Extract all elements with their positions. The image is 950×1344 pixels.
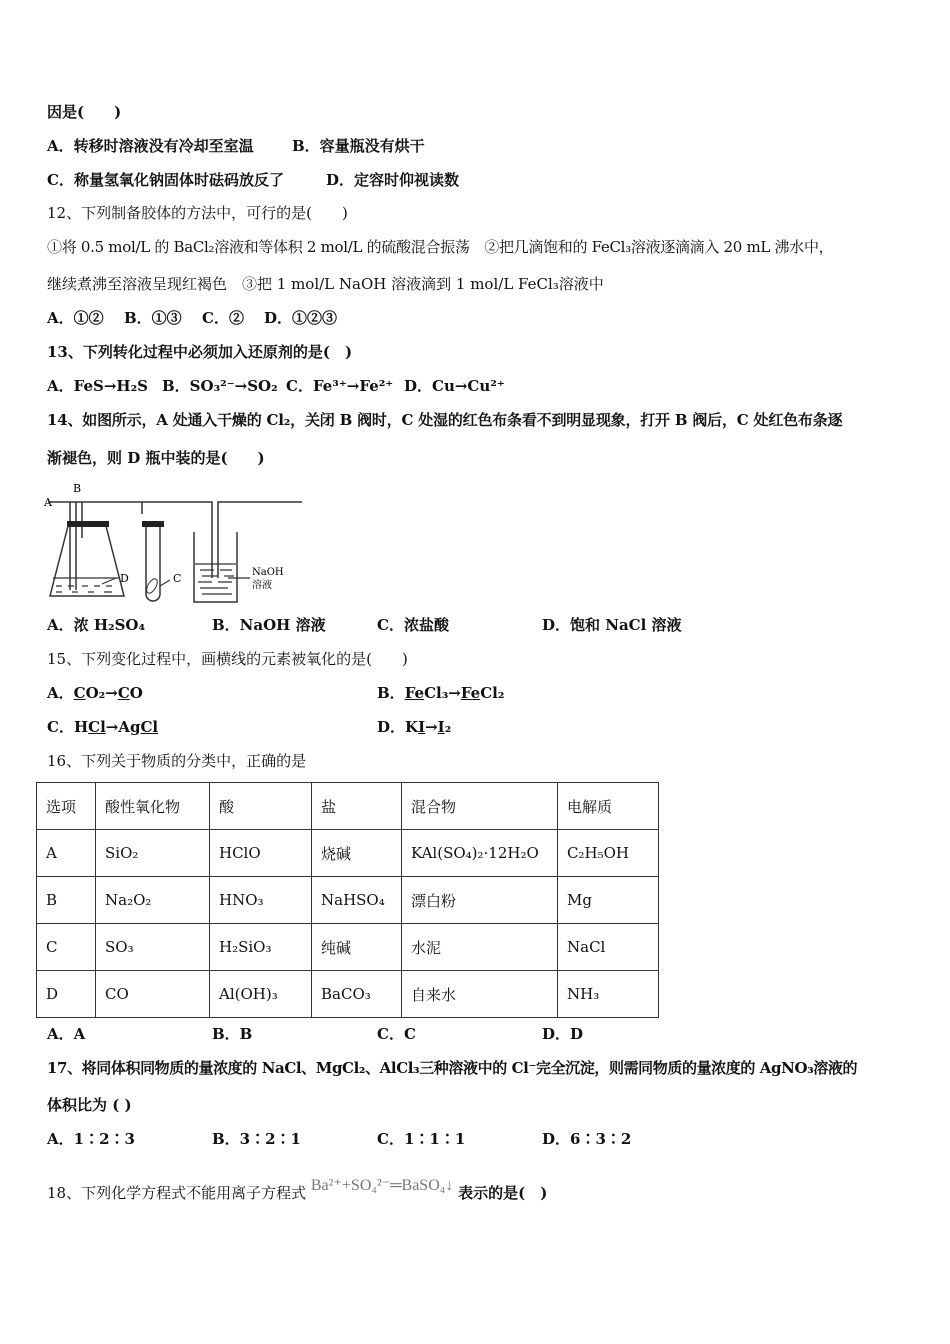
table-row bbox=[37, 877, 659, 924]
q12-line1: ①将 0.5 mol/L 的 BaCl₂溶液和等体积 2 mol/L 的硫酸混合振荡 ②把几滴饱和的 FeCl₃溶液逐滴滴入 20 mL 沸水中， bbox=[47, 238, 834, 256]
label-d: D bbox=[120, 572, 129, 585]
q15-option-d bbox=[377, 717, 451, 737]
table-header-cell: 酸 bbox=[210, 783, 312, 830]
q15-stem: 15、下列变化过程中，画横线的元素被氧化的是( ) bbox=[47, 650, 408, 668]
q17-line2: 体积比为 ( ) bbox=[47, 1096, 132, 1114]
q12-option-d: D．①②③ bbox=[264, 309, 338, 327]
q11-option-a: A．转移时溶液没有冷却至室温 bbox=[47, 137, 254, 155]
q14-option-a: A．浓 H₂SO₄ bbox=[47, 616, 146, 634]
table-header-row bbox=[37, 783, 659, 830]
table-header-cell: 盐 bbox=[312, 783, 402, 830]
label-b: B bbox=[73, 482, 82, 495]
stopper-tube bbox=[142, 521, 164, 527]
q18-ionic-equation: Ba²⁺+SO₄²⁻═BaSO₄↓ bbox=[310, 1177, 454, 1194]
table-cell: Na₂O₂ bbox=[96, 877, 210, 924]
q12-option-c: C．② bbox=[202, 309, 244, 327]
option-label: B． bbox=[377, 684, 405, 702]
underlined-element: Fe bbox=[460, 684, 481, 702]
formula-text: ₂ bbox=[444, 718, 452, 736]
formula-text: O₂→ bbox=[85, 684, 118, 702]
q13-option-b: B．SO₃²⁻→SO₂ bbox=[162, 377, 278, 395]
q17-option-b: B．3∶2∶1 bbox=[212, 1130, 301, 1148]
table-cell: BaCO₃ bbox=[312, 971, 402, 1018]
label-c: C bbox=[173, 572, 182, 585]
formula-text: → bbox=[425, 718, 438, 736]
q13-option-c: C．Fe³⁺→Fe²⁺ bbox=[286, 377, 394, 395]
q11-option-c: C．称量氢氧化钠固体时砝码放反了 bbox=[47, 171, 284, 189]
q18-stem-before: 18、下列化学方程式不能用离子方程式 bbox=[47, 1184, 307, 1202]
q14-option-d: D．饱和 NaCl 溶液 bbox=[542, 616, 682, 634]
formula-text: Cl₂ bbox=[480, 684, 505, 702]
underlined-element: Cl bbox=[88, 718, 106, 736]
q16-option-a: A．A bbox=[47, 1025, 86, 1043]
table-cell: CO bbox=[96, 971, 210, 1018]
formula-text: O bbox=[129, 684, 143, 702]
table-cell: A bbox=[37, 830, 96, 877]
underlined-element: I bbox=[418, 718, 426, 736]
q13-stem: 13、下列转化过程中必须加入还原剂的是( ) bbox=[47, 343, 353, 361]
table-row bbox=[37, 924, 659, 971]
option-label: A． bbox=[47, 684, 74, 702]
table-cell: NaHSO₄ bbox=[312, 877, 402, 924]
formula-text: →Ag bbox=[105, 718, 141, 736]
q17-option-c: C．1∶1∶1 bbox=[377, 1130, 466, 1148]
table-cell: B bbox=[37, 877, 96, 924]
underlined-element: I bbox=[437, 718, 445, 736]
q11-stem-tail: 因是( ) bbox=[47, 103, 122, 121]
table-header-cell: 选项 bbox=[37, 783, 96, 830]
table-header-cell: 电解质 bbox=[558, 783, 659, 830]
q17-option-d: D．6∶3∶2 bbox=[542, 1130, 632, 1148]
table-cell: H₂SiO₃ bbox=[210, 924, 312, 971]
table-cell: 纯碱 bbox=[312, 924, 402, 971]
q15-option-b bbox=[377, 683, 504, 703]
label-solution: 溶液 bbox=[252, 580, 272, 591]
table-cell: 水泥 bbox=[402, 924, 558, 971]
q16-stem: 16、下列关于物质的分类中，正确的是 bbox=[47, 752, 307, 770]
table-cell: NaCl bbox=[558, 924, 659, 971]
q16-option-c: C．C bbox=[377, 1025, 416, 1043]
q12-option-a: A．①② bbox=[47, 309, 104, 327]
underlined-element: C bbox=[117, 684, 130, 702]
table-cell: Al(OH)₃ bbox=[210, 971, 312, 1018]
table-cell: 漂白粉 bbox=[402, 877, 558, 924]
stopper-flask bbox=[67, 521, 109, 527]
q14-line2: 渐褪色，则 D 瓶中装的是( ) bbox=[47, 449, 265, 467]
q16-option-d: D．D bbox=[542, 1025, 584, 1043]
q11-option-b: B．容量瓶没有烘干 bbox=[292, 137, 425, 155]
q14-option-b: B．NaOH 溶液 bbox=[212, 616, 326, 634]
q16-option-b: B．B bbox=[212, 1025, 253, 1043]
q12-line2: 继续煮沸至溶液呈现红褐色 ③把 1 mol/L NaOH 溶液滴到 1 mol/L FeCl₃溶液中 bbox=[47, 275, 604, 293]
table-cell: HNO₃ bbox=[210, 877, 312, 924]
table-cell: Mg bbox=[558, 877, 659, 924]
formula-text: H bbox=[73, 718, 89, 736]
table-row bbox=[37, 830, 659, 877]
table-cell: NH₃ bbox=[558, 971, 659, 1018]
table-header-cell: 混合物 bbox=[402, 783, 558, 830]
q15-option-a bbox=[47, 683, 143, 703]
table-header-cell: 酸性氧化物 bbox=[96, 783, 210, 830]
table-cell: KAl(SO₄)₂·12H₂O bbox=[402, 830, 558, 877]
option-label: D． bbox=[377, 718, 406, 736]
q17-option-a: A．1∶2∶3 bbox=[47, 1130, 135, 1148]
table-row bbox=[37, 971, 659, 1018]
underlined-element: Cl bbox=[140, 718, 159, 736]
table-cell: D bbox=[37, 971, 96, 1018]
red-cloth-strip bbox=[145, 577, 160, 595]
q12-stem: 12、下列制备胶体的方法中，可行的是( ) bbox=[47, 204, 348, 222]
formula-text: Cl₃→ bbox=[424, 684, 461, 702]
q15-option-c bbox=[47, 717, 158, 737]
underlined-element: Fe bbox=[404, 684, 425, 702]
label-naoh: NaOH bbox=[252, 567, 284, 578]
classification-table bbox=[36, 782, 659, 1018]
question-18 bbox=[47, 1168, 547, 1211]
q13-option-d: D．Cu→Cu²⁺ bbox=[404, 377, 505, 395]
q14-line1: 14、如图所示，A 处通入干燥的 Cl₂，关闭 B 阀时，C 处湿的红色布条看不到明显现象，打开 B 阀后，C 处红色布条逐 bbox=[47, 411, 843, 429]
formula-text: K bbox=[405, 718, 419, 736]
label-a: A bbox=[44, 496, 52, 509]
q14-option-c: C．浓盐酸 bbox=[377, 616, 449, 634]
table-cell: HClO bbox=[210, 830, 312, 877]
table-cell: SiO₂ bbox=[96, 830, 210, 877]
q11-option-d: D．定容时仰视读数 bbox=[326, 171, 460, 189]
q13-option-a: A．FeS→H₂S bbox=[47, 377, 148, 395]
table-cell: 烧碱 bbox=[312, 830, 402, 877]
table-cell: SO₃ bbox=[96, 924, 210, 971]
q17-line1: 17、将同体积同物质的量浓度的 NaCl、MgCl₂、AlCl₃三种溶液中的 Cl⁻完全沉淀，则需同物质的量浓度的 AgNO₃溶液的 bbox=[47, 1059, 858, 1077]
table-cell: C₂H₅OH bbox=[558, 830, 659, 877]
q12-option-b: B．①③ bbox=[124, 309, 182, 327]
table-cell: 自来水 bbox=[402, 971, 558, 1018]
underlined-element: C bbox=[73, 684, 86, 702]
table-cell: C bbox=[37, 924, 96, 971]
option-label: C． bbox=[47, 718, 74, 736]
chlorine-apparatus-diagram bbox=[42, 478, 302, 608]
q18-stem-after: 表示的是( ) bbox=[458, 1184, 548, 1202]
